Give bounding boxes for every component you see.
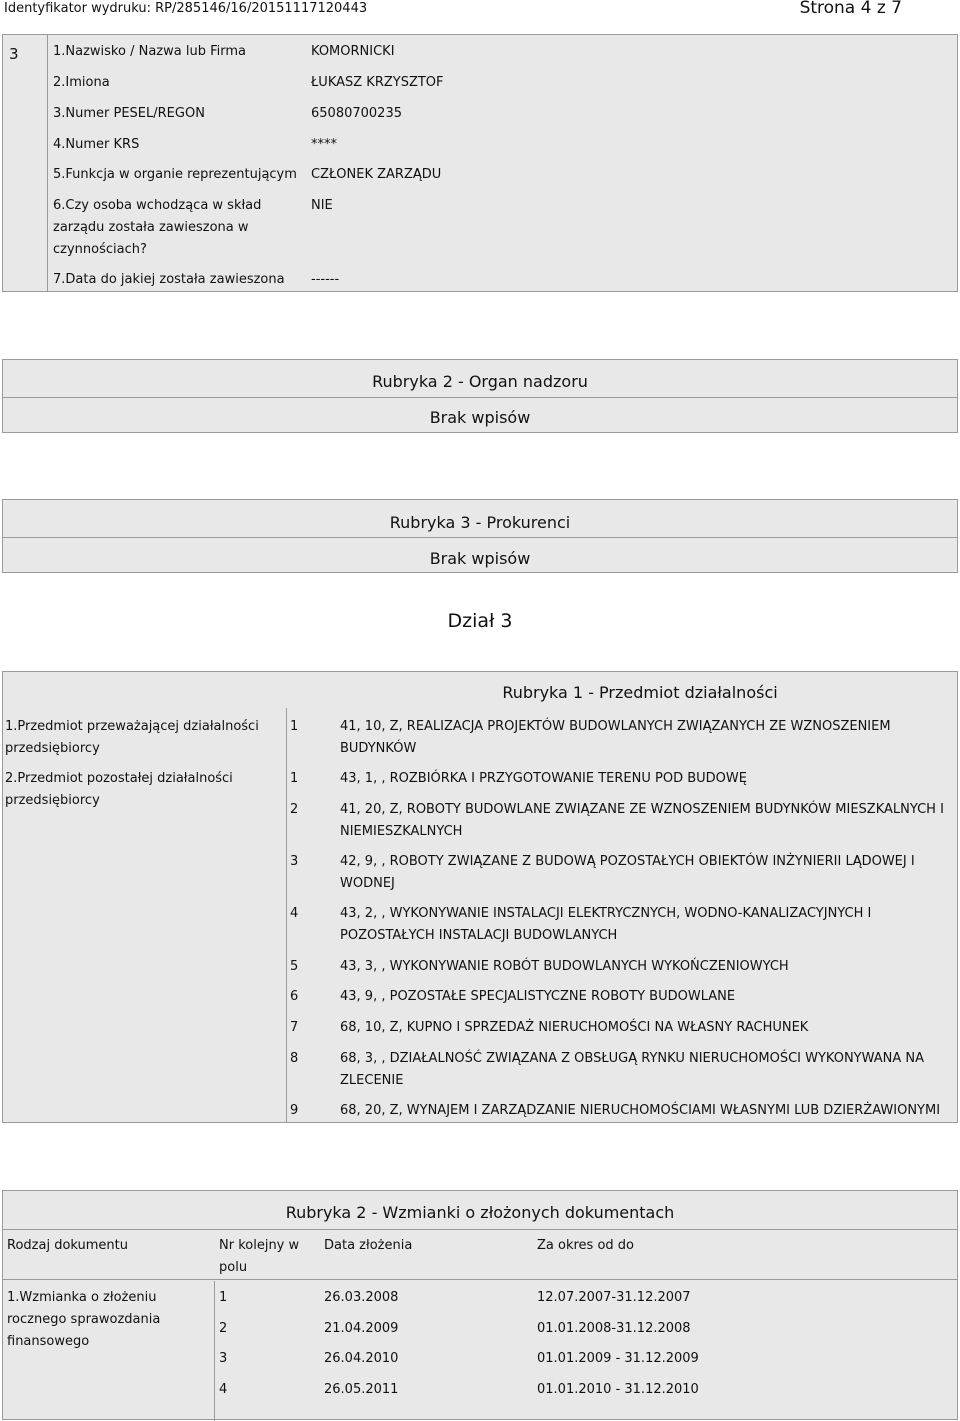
prokurenci-content: Brak wpisów <box>429 549 531 568</box>
activity-text: 41, 20, Z, ROBOTY BUDOWLANE ZWIĄZANE ZE WZNOSZENIEM BUDYNKÓW MIESZKALNYCH I <box>340 802 944 817</box>
activity-text: WODNEJ <box>340 876 395 891</box>
col-header-okres: Za okres od do <box>537 1238 634 1253</box>
doc-row-period: 01.01.2010 - 31.12.2010 <box>537 1382 699 1397</box>
other-activity-label: przedsiębiorcy <box>5 793 100 808</box>
person-entry-box <box>2 34 958 292</box>
activity-number: 7 <box>290 1020 299 1035</box>
activity-text: POZOSTAŁYCH INSTALACJI BUDOWLANYCH <box>340 928 618 943</box>
organ-nadzoru-title: Rubryka 2 - Organ nadzoru <box>372 372 588 391</box>
activity-text: BUDYNKÓW <box>340 741 417 756</box>
value-krs: **** <box>311 137 337 152</box>
col-header-nr-text: Nr kolejny w polu <box>219 1238 300 1275</box>
dzial-title: Dział 3 <box>447 610 513 632</box>
activity-number: 9 <box>290 1103 299 1118</box>
doc-type-label: finansowego <box>7 1334 90 1349</box>
print-identifier: Identyfikator wydruku: RP/285146/16/20151117120443 <box>4 1 368 16</box>
col-header-nr <box>219 1235 309 1279</box>
wzmianki-box <box>2 1190 958 1420</box>
activity-text: 43, 3, , WYKONYWANIE ROBÓT BUDOWLANYCH WYKOŃCZENIOWYCH <box>340 959 789 974</box>
label-zawieszona: czynnościach? <box>53 242 147 257</box>
organ-nadzoru-box <box>2 359 958 433</box>
main-activity-label: 1.Przedmiot przeważającej działalności <box>5 719 259 734</box>
col-header-rodzaj: Rodzaj dokumentu <box>7 1238 128 1253</box>
label-pesel: 3.Numer PESEL/REGON <box>53 106 205 121</box>
other-activity-label: 2.Przedmiot pozostałej działalności <box>5 771 233 786</box>
label-zawieszona: zarządu została zawieszona w <box>53 220 249 235</box>
label-funkcja: 5.Funkcja w organie reprezentującym <box>53 167 297 182</box>
activity-text: 43, 1, , ROZBIÓRKA I PRZYGOTOWANIE TERENU POD BUDOWĘ <box>340 771 747 786</box>
entry-number: 3 <box>9 45 19 63</box>
main-activity-label: przedsiębiorcy <box>5 741 100 756</box>
prokurenci-box <box>2 499 958 573</box>
label-data-zawieszenia: 7.Data do jakiej została zawieszona <box>53 272 285 287</box>
doc-row-date: 26.04.2010 <box>324 1351 399 1366</box>
label-nazwisko: 1.Nazwisko / Nazwa lub Firma <box>53 44 246 59</box>
przedmiot-dzialalnosci-box <box>2 671 958 1123</box>
doc-row-period: 01.01.2008-31.12.2008 <box>537 1321 691 1336</box>
activity-text: 68, 10, Z, KUPNO I SPRZEDAŻ NIERUCHOMOŚCI NA WŁASNY RACHUNEK <box>340 1020 809 1035</box>
label-krs: 4.Numer KRS <box>53 137 140 152</box>
activity-number: 2 <box>290 802 299 817</box>
activity-number: 1 <box>290 719 299 734</box>
doc-row-date: 26.03.2008 <box>324 1290 399 1305</box>
value-funkcja: CZŁONEK ZARZĄDU <box>311 167 442 182</box>
activity-text: 43, 9, , POZOSTAŁE SPECJALISTYCZNE ROBOTY BUDOWLANE <box>340 989 736 1004</box>
activity-text: 41, 10, Z, REALIZACJA PROJEKTÓW BUDOWLANYCH ZWIĄZANYCH ZE WZNOSZENIEM <box>340 719 891 734</box>
prokurenci-title: Rubryka 3 - Prokurenci <box>389 513 571 532</box>
col-header-data: Data złożenia <box>324 1238 413 1253</box>
value-nazwisko: KOMORNICKI <box>311 44 395 59</box>
value-data-zawieszenia: ------ <box>311 272 340 287</box>
activity-text: NIEMIESZKALNYCH <box>340 824 463 839</box>
activity-number: 3 <box>290 854 299 869</box>
activity-number: 6 <box>290 989 299 1004</box>
doc-row-num: 1 <box>219 1290 228 1305</box>
activity-number: 5 <box>290 959 299 974</box>
value-imiona: ŁUKASZ KRZYSZTOF <box>311 75 444 90</box>
label-imiona: 2.Imiona <box>53 75 110 90</box>
activity-text: ZLECENIE <box>340 1073 404 1088</box>
activity-number: 1 <box>290 771 299 786</box>
activity-number: 4 <box>290 906 299 921</box>
activity-text: 68, 3, , DZIAŁALNOŚĆ ZWIĄZANA Z OBSŁUGĄ RYNKU NIERUCHOMOŚCI WYKONYWANA NA <box>340 1051 925 1066</box>
label-zawieszona: 6.Czy osoba wchodząca w skład <box>53 198 262 213</box>
organ-nadzoru-content: Brak wpisów <box>429 408 531 427</box>
activity-text: 43, 2, , WYKONYWANIE INSTALACJI ELEKTRYCZNYCH, WODNO-KANALIZACYJNYCH I <box>340 906 872 921</box>
doc-type-label: 1.Wzmianka o złożeniu <box>7 1290 157 1305</box>
activity-text: 42, 9, , ROBOTY ZWIĄZANE Z BUDOWĄ POZOSTAŁYCH OBIEKTÓW INŻYNIERII LĄDOWEJ I <box>340 854 915 869</box>
value-zawieszona: NIE <box>311 198 333 213</box>
value-pesel: 65080700235 <box>311 106 402 121</box>
doc-row-period: 01.01.2009 - 31.12.2009 <box>537 1351 699 1366</box>
doc-row-num: 3 <box>219 1351 228 1366</box>
przedmiot-title: Rubryka 1 - Przedmiot działalności <box>502 683 778 702</box>
activity-number: 8 <box>290 1051 299 1066</box>
doc-row-num: 2 <box>219 1321 228 1336</box>
doc-row-date: 21.04.2009 <box>324 1321 399 1336</box>
doc-type-label: rocznego sprawozdania <box>7 1312 161 1327</box>
page-number: Strona 4 z 7 <box>799 0 902 18</box>
doc-row-period: 12.07.2007-31.12.2007 <box>537 1290 691 1305</box>
activity-text: 68, 20, Z, WYNAJEM I ZARZĄDZANIE NIERUCHOMOŚCIAMI WŁASNYMI LUB DZIERŻAWIONYMI <box>340 1103 941 1118</box>
doc-row-date: 26.05.2011 <box>324 1382 399 1397</box>
wzmianki-title: Rubryka 2 - Wzmianki o złożonych dokumentach <box>285 1203 675 1222</box>
doc-row-num: 4 <box>219 1382 228 1397</box>
